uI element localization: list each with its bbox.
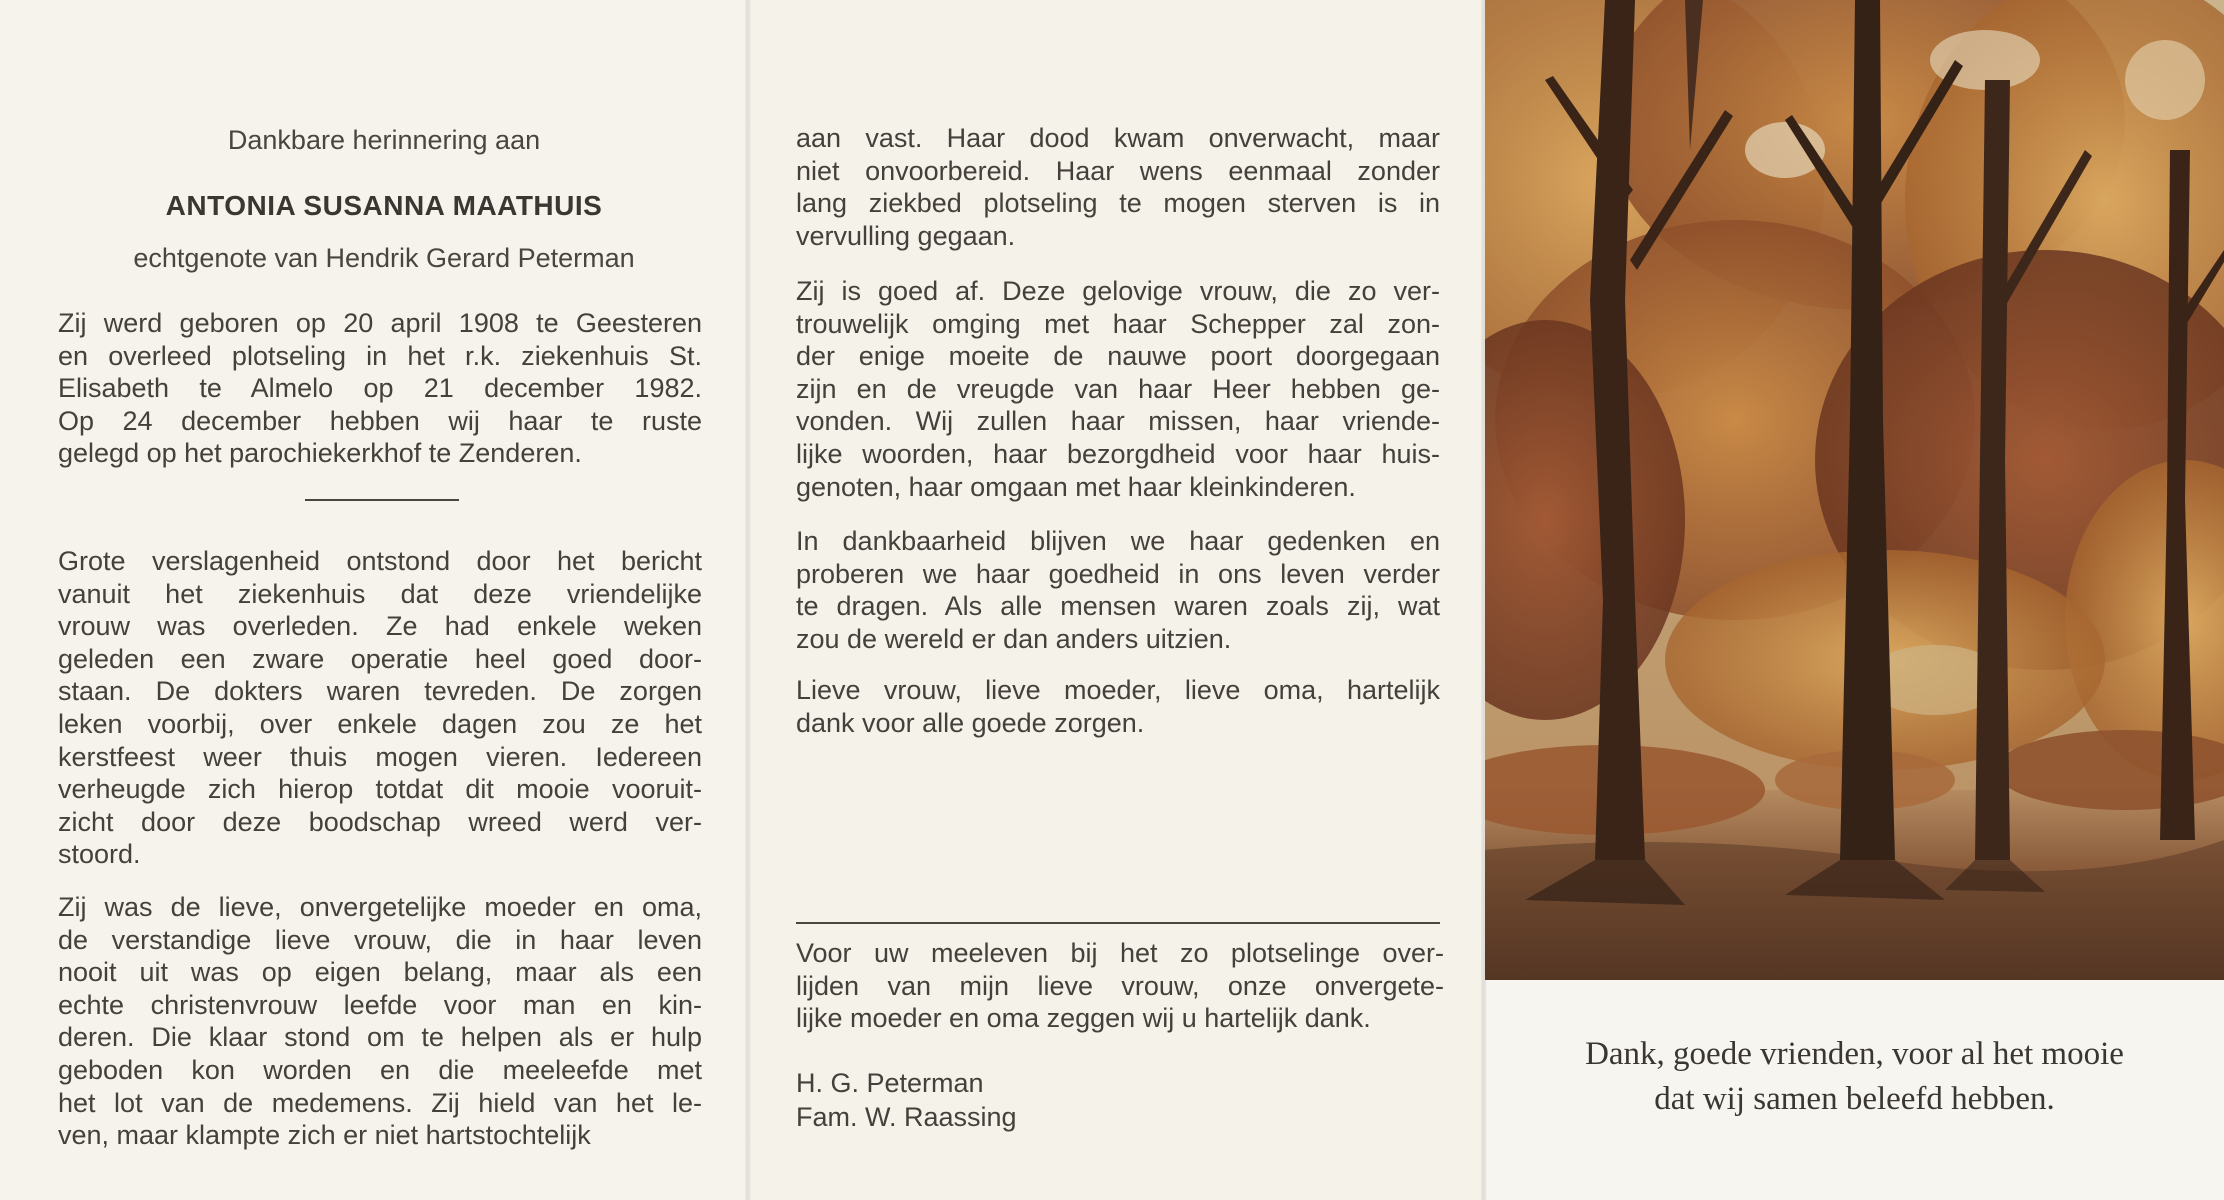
caption [1485, 1032, 2224, 1122]
paragraph-thanks [796, 937, 1444, 1035]
text-line: stoord. [58, 839, 141, 870]
text-line: en overleed plotseling in het r.k. ziekenhuis St. [58, 340, 702, 371]
text-line: zou de wereld er dan anders uitzien. [796, 623, 1232, 654]
deceased-name: ANTONIA SUSANNA MAATHUIS [165, 190, 603, 221]
text-line: niet onvoorbereid. Haar wens eenmaal zonder [796, 155, 1440, 186]
text-line: aan vast. Haar dood kwam onverwacht, maar [796, 123, 1440, 153]
fold-line [745, 0, 751, 1200]
text-line: zijn en de vreugde van haar Heer hebben ge- [796, 373, 1440, 404]
autumn-forest-photo [1485, 0, 2224, 980]
signature-line: H. G. Peterman [796, 1068, 984, 1098]
text-line: lang ziekbed plotseling te mogen sterven is in [796, 188, 1440, 219]
text-line: ven, maar klampte zich er niet hartstochtelijk [58, 1120, 591, 1151]
text-line: te dragen. Als alle mensen waren zoals zij, wat [796, 591, 1440, 622]
text-line: Op 24 december hebben wij haar te ruste [58, 405, 702, 436]
text-line: gelegd op het parochiekerkhof te Zenderen. [58, 438, 582, 469]
text-line: staan. De dokters waren tevreden. De zorgen [58, 676, 702, 707]
caption-line: Dank, goede vrienden, voor al het mooie [1585, 1036, 2124, 1072]
text-line: lijden van mijn lieve vrouw, onze onvergete- [796, 970, 1444, 1001]
caption-line: dat wij samen beleefd hebben. [1654, 1081, 2055, 1117]
paragraph-farewell [796, 674, 1440, 739]
text-line: genoten, haar omgaan met haar kleinkinderen. [796, 471, 1356, 502]
text-line: vervulling gegaan. [796, 220, 1016, 251]
text-line: verheugde zich hierop totdat dit mooie vooruit- [58, 774, 702, 805]
paragraph-birth-death [58, 307, 702, 470]
signatures [796, 1066, 1017, 1134]
paragraph-character [58, 891, 702, 1152]
text-line: lijke woorden, haar bezorgdheid voor haar huis- [796, 438, 1440, 469]
text-line: zicht door deze boodschap wreed werd ver- [58, 806, 702, 837]
text-line: echte christenvrouw leefde voor man en kin- [58, 989, 702, 1020]
text-line: geleden een zware operatie heel goed door- [58, 643, 702, 674]
text-line: Zij werd geboren op 20 april 1908 te Geesteren [58, 308, 702, 338]
signature-line: Fam. W. Raassing [796, 1102, 1017, 1132]
text-line: trouwelijk omging met haar Schepper zal zon- [796, 308, 1440, 339]
divider-rule [305, 499, 459, 501]
text-line: vrouw was overleden. Ze had enkele weken [58, 611, 702, 642]
text-line: der enige moeite de nauwe poort doorgegaan [796, 341, 1440, 372]
paragraph-gratitude [796, 525, 1440, 655]
text-line: proberen we haar goedheid in ons leven verder [796, 558, 1440, 589]
intro-line: Dankbare herinnering aan [227, 125, 541, 155]
paragraph-continuation [796, 122, 1440, 252]
divider-rule [796, 922, 1440, 924]
text-line: geboden kon worden en die meeleefde met [58, 1054, 702, 1085]
paragraph-faith [796, 275, 1440, 503]
text-line: lijke moeder en oma zeggen wij u hartelijk dank. [796, 1003, 1371, 1034]
text-line: Grote verslagenheid ontstond door het bericht [58, 546, 702, 576]
spouse-line: echtgenote van Hendrik Gerard Peterman [133, 243, 635, 273]
paragraph-news [58, 545, 702, 871]
text-line: kerstfeest weer thuis mogen vieren. Iedereen [58, 741, 702, 772]
text-line: dank voor alle goede zorgen. [796, 707, 1145, 738]
text-line: Voor uw meeleven bij het zo plotselinge over- [796, 938, 1444, 968]
text-line: Zij is goed af. Deze gelovige vrouw, die zo ver- [796, 276, 1440, 306]
text-line: Zij was de lieve, onvergetelijke moeder en oma, [58, 892, 702, 922]
text-line: nooit uit was op eigen belang, maar als een [58, 957, 702, 988]
text-line: Elisabeth te Almelo op 21 december 1982. [58, 373, 702, 404]
text-line: vanuit het ziekenhuis dat deze vriendelijke [58, 578, 702, 609]
text-line: leken voorbij, over enkele dagen zou ze het [58, 708, 702, 739]
text-line: deren. Die klaar stond om te helpen als er hulp [58, 1022, 702, 1053]
text-line: In dankbaarheid blijven we haar gedenken en [796, 526, 1440, 556]
text-line: vonden. Wij zullen haar missen, haar vriende- [796, 406, 1440, 437]
text-line: de verstandige lieve vrouw, die in haar leven [58, 924, 702, 955]
text-line: Lieve vrouw, lieve moeder, lieve oma, hartelijk [796, 675, 1440, 705]
text-line: het lot van de medemens. Zij hield van het le- [58, 1087, 702, 1118]
